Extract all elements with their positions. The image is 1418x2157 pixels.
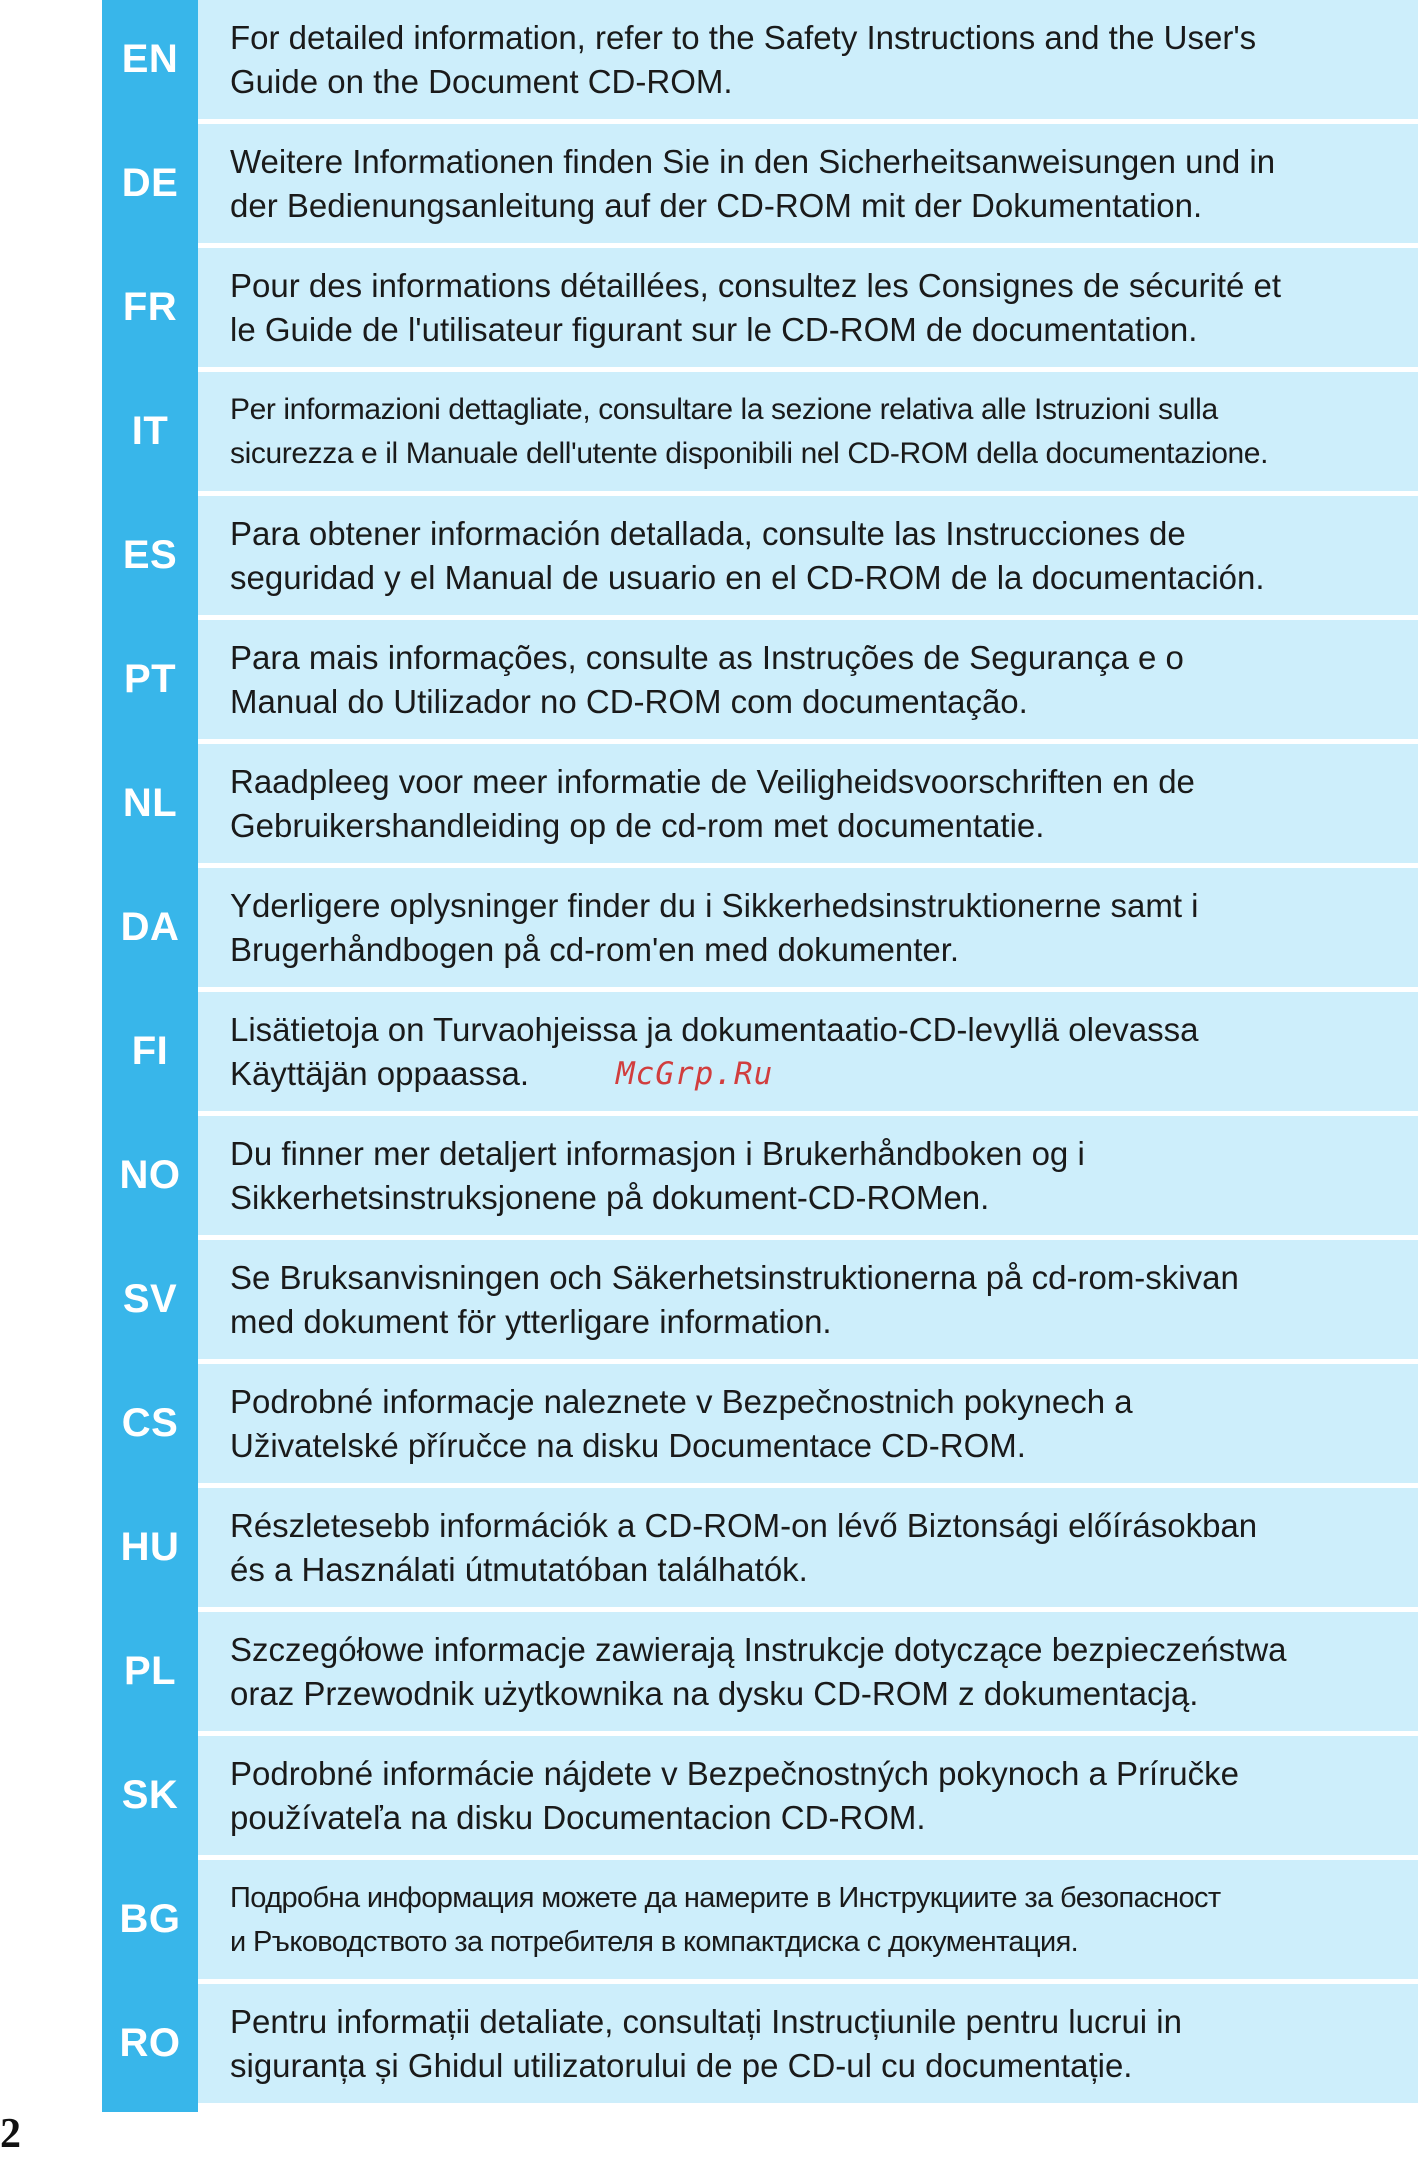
notice-text: Du finner mer detaljert informasjon i Brukerhåndboken og i Sikkerhetsinstruksjonene på dokument-CD-ROMen. [230,1135,1085,1216]
row-it [102,372,1418,491]
notice-text: For detailed information, refer to the Safety Instructions and the User's Guide on the Document CD-ROM. [230,19,1257,100]
notice-text: Részletesebb információk a CD-ROM-on lévő Biztonsági előírásokban és a Használati útmutatóban találhatók. [230,1507,1258,1588]
notice-cell [198,1364,1418,1483]
row-nl [102,744,1418,863]
notice-text: Podrobné informácie nájdete v Bezpečnostných pokynoch a Príručke používateľa na disku Documentacion CD-ROM. [230,1755,1239,1836]
row-pt [102,620,1418,739]
notice-cell [198,1240,1418,1359]
language-code: PT [123,657,177,701]
row-fi [102,992,1418,1111]
language-code: HU [120,1525,180,1569]
language-code: NL [122,781,178,825]
notice-text: Pour des informations détaillées, consultez les Consignes de sécurité et le Guide de l'utilisateur figurant sur le CD-ROM de documentation. [230,267,1282,348]
language-code: IT [131,409,169,453]
row-ro [102,1984,1418,2103]
notice-cell [198,1860,1418,1979]
notice-text: Yderligere oplysninger finder du i Sikkerhedsinstruktionerne samt i Brugerhåndbogen på cd-rom'en med dokumenter. [230,887,1199,968]
language-code: EN [121,37,179,81]
language-code: SV [122,1277,178,1321]
row-pl [102,1612,1418,1731]
notice-text: Se Bruksanvisningen och Säkerhetsinstruktionerna på cd-rom-skivan med dokument för ytterligare information. [230,1259,1239,1340]
row-sv [102,1240,1418,1359]
notice-text: Szczegółowe informacje zawierają Instrukcje dotyczące bezpieczeństwa oraz Przewodnik użytkownika na dysku CD-ROM z dokumentacją. [230,1631,1287,1712]
notice-cell [198,0,1418,119]
notice-text: Podrobné informacje naleznete v Bezpečnostnich pokynech a Uživatelské příručce na disku Documentace CD-ROM. [230,1383,1133,1464]
notice-cell [198,1116,1418,1235]
notice-cell [198,372,1418,491]
notice-text: Lisätietoja on Turvaohjeissa ja dokumentaatio-CD-levyllä olevassa Käyttäjän oppaassa. [230,1011,1199,1092]
language-code: PL [123,1649,177,1693]
row-bg [102,1860,1418,1979]
notice-text: Per informazioni dettagliate, consultare la sezione relativa alle Istruzioni sulla sicurezza e il Manuale dell'utente disponibili nel CD-ROM della documentazione. [230,393,1269,470]
language-code: DA [120,905,180,949]
row-sk [102,1736,1418,1855]
notice-cell [198,1612,1418,1731]
notice-cell [198,496,1418,615]
language-code: SK [121,1773,179,1817]
row-es [102,496,1418,615]
language-code: RO [119,2021,181,2065]
page-number: 2 [0,2111,21,2157]
notice-text: Raadpleeg voor meer informatie de Veiligheidsvoorschriften en de Gebruikershandleiding op de cd-rom met documentatie. [230,763,1195,844]
row-no [102,1116,1418,1235]
language-code: BG [119,1897,181,1941]
notice-cell [198,620,1418,739]
row-en [102,0,1418,119]
language-code: ES [122,533,178,577]
notice-cell [198,744,1418,863]
notice-cell [198,1984,1418,2103]
notice-text: Pentru informații detaliate, consultați Instrucțiunile pentru lucrui in siguranța și Ghidul utilizatorului de pe CD-ul cu documentație. [230,2003,1182,2084]
notice-text: Подробна информация можете да намерите в Инструкциите за безопасност и Ръководството за потребителя в компактдиска с документация. [230,1882,1221,1958]
notice-cell [198,868,1418,987]
notice-cell [198,1736,1418,1855]
language-code: FR [122,285,178,329]
row-cs [102,1364,1418,1483]
notice-text: Para obtener información detallada, consulte las Instrucciones de seguridad y el Manual de usuario en el CD-ROM de la documentación. [230,515,1265,596]
row-de [102,124,1418,243]
row-fr [102,248,1418,367]
notice-cell [198,124,1418,243]
notice-text: Weitere Informationen finden Sie in den Sicherheitsanweisungen und in der Bedienungsanleitung auf der CD-ROM mit der Dokumentation. [230,143,1276,224]
notice-text: Para mais informações, consulte as Instruções de Segurança e o Manual do Utilizador no CD-ROM com documentação. [230,639,1184,720]
notice-cell [198,992,1418,1111]
language-code: DE [121,161,179,205]
row-da [102,868,1418,987]
notice-cell [198,248,1418,367]
language-code: FI [131,1029,169,1073]
notice-cell [198,1488,1418,1607]
language-code: CS [121,1401,179,1445]
language-code: NO [119,1153,181,1197]
row-hu [102,1488,1418,1607]
watermark: McGrp.Ru [616,1056,774,1092]
